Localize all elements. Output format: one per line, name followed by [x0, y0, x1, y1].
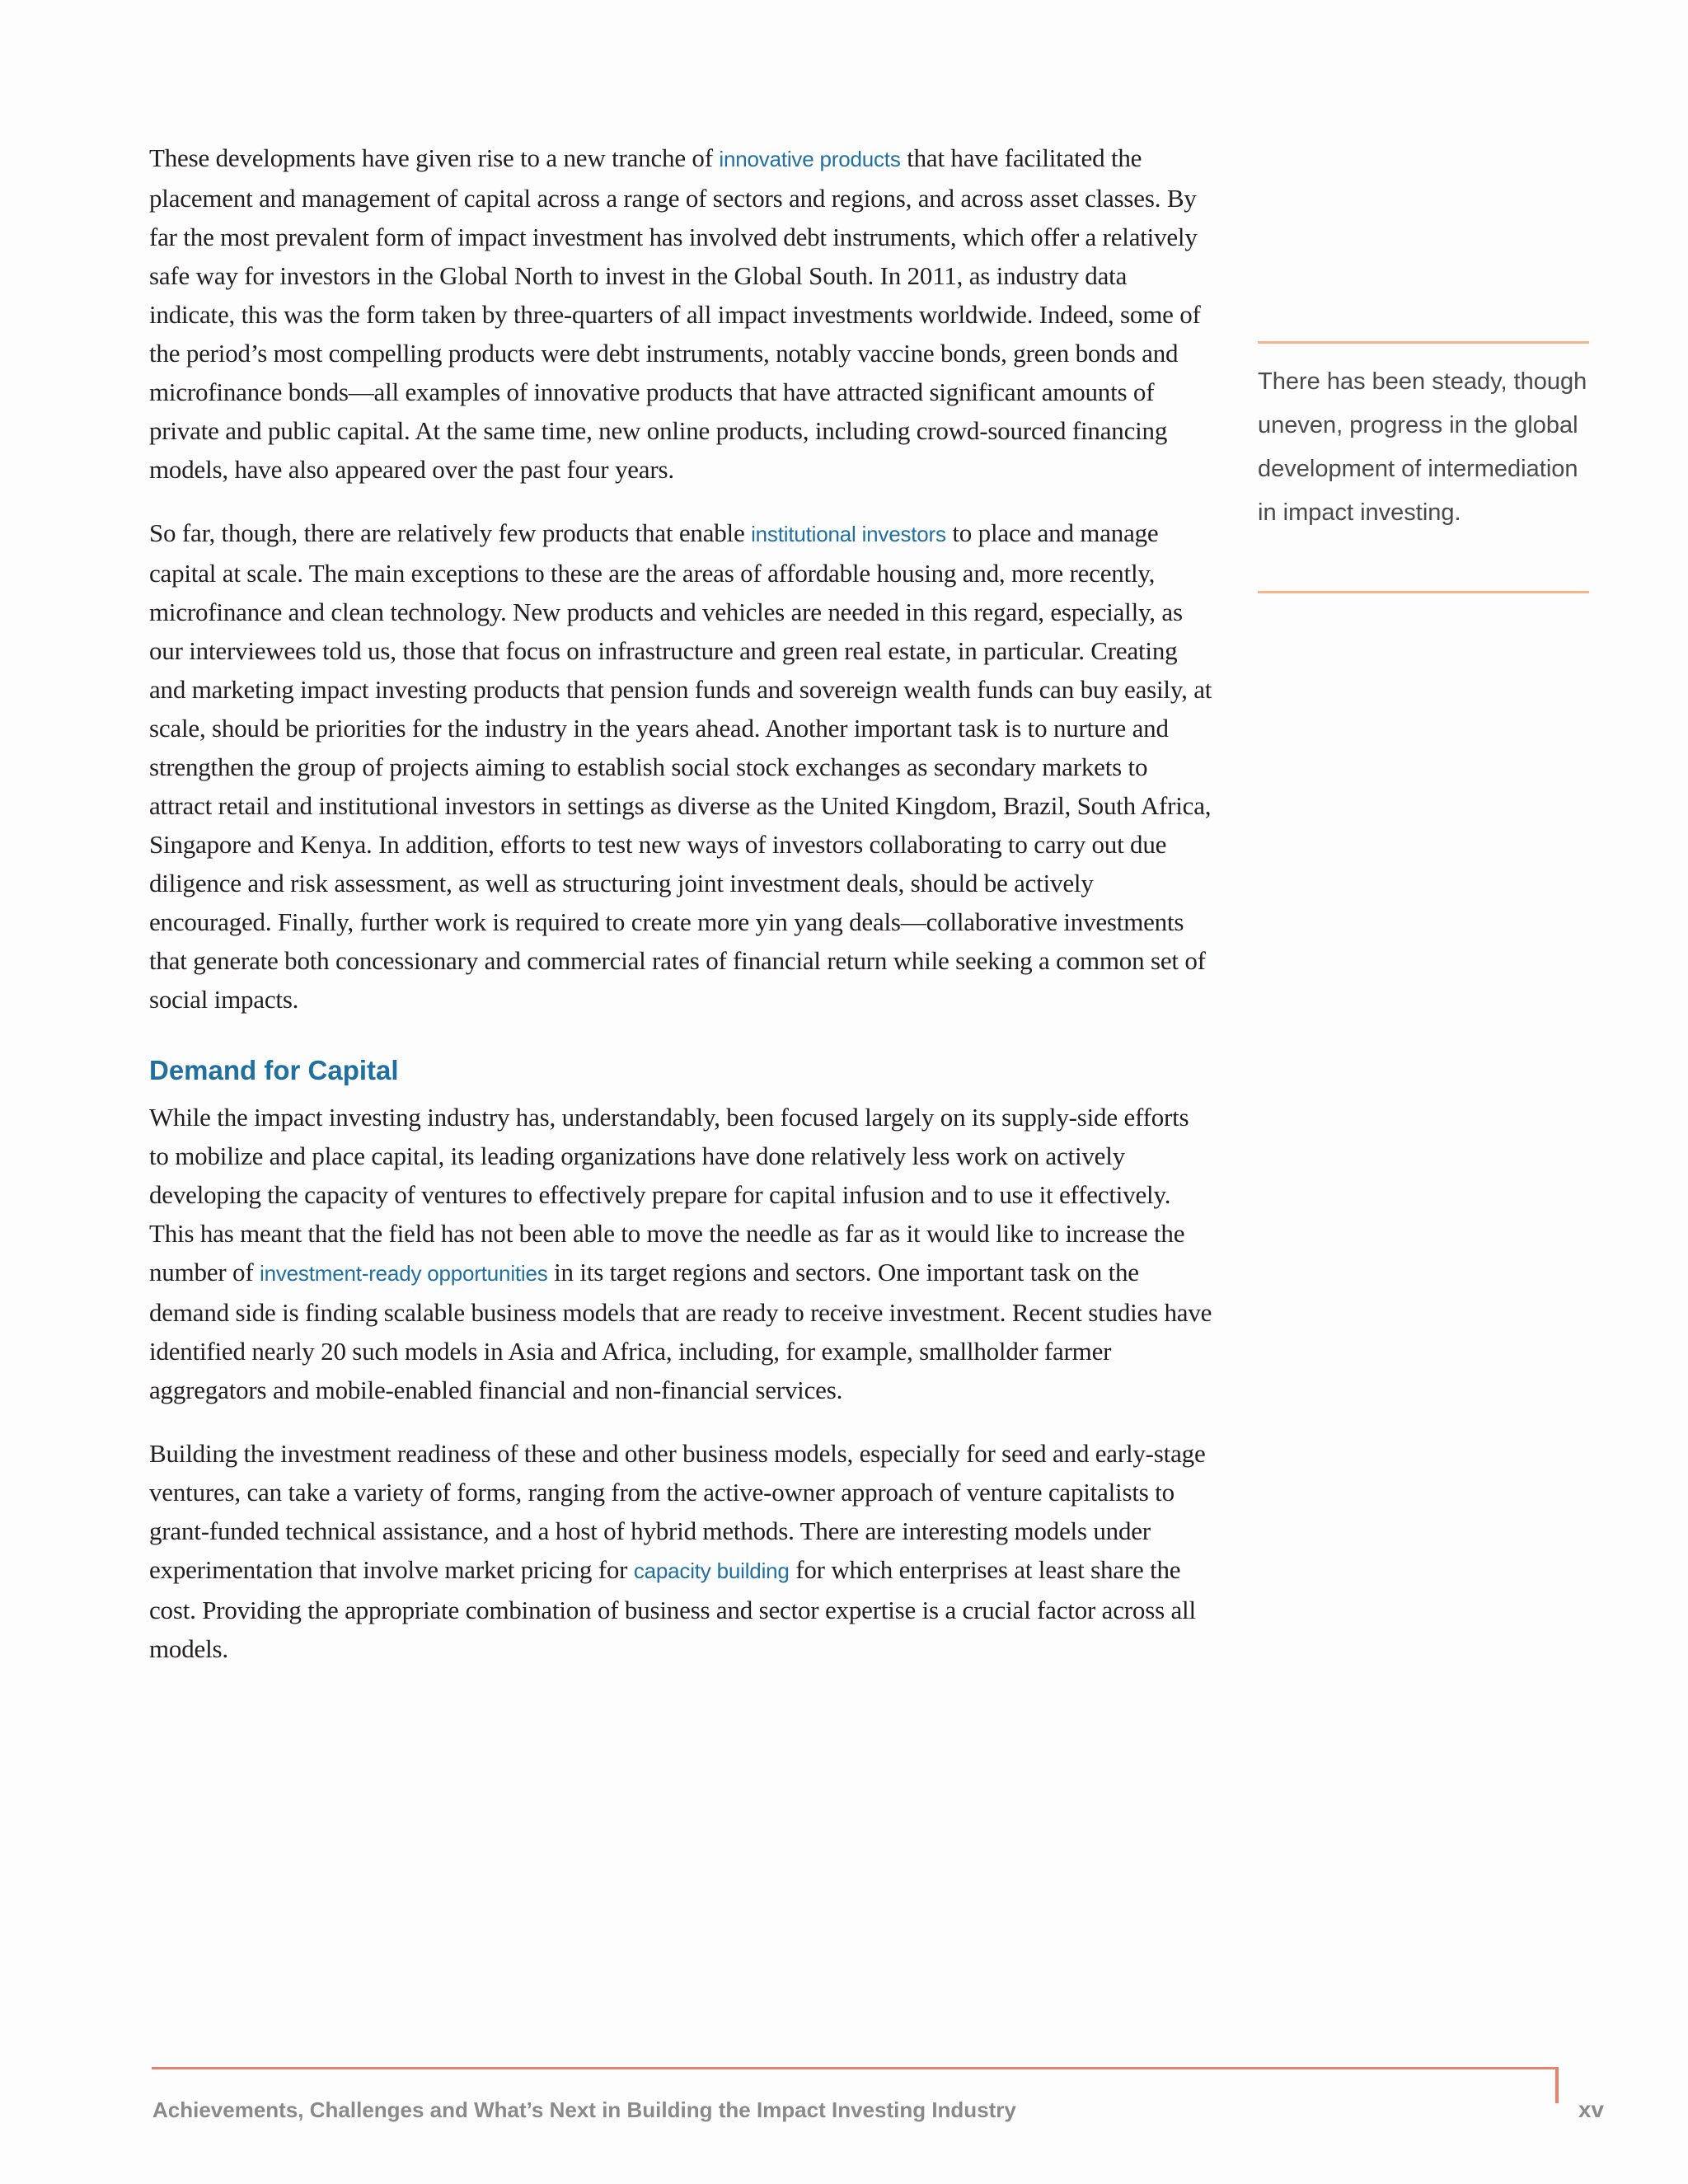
paragraph-text: Building the investment readiness of these and other business models, especially for seed and early-stage ventures, can take a variety of forms, ranging from the active-owner approach of venture capitalists to grant-funded technical assistance, and a host of hybrid methods. There are interesting models under experimentation that involve market pricing for: [149, 1439, 1206, 1584]
glossary-term-innovative-products[interactable]: innovative products: [719, 147, 901, 171]
body-paragraph-2: [149, 513, 1212, 1019]
paragraph-text: to place and manage capital at scale. The main exceptions to these are the areas of affordable housing and, more recently, microfinance and clean technology. New products and vehicles are needed in this regard, especially, as our interviewees told us, those that focus on infrastructure and green real estate, in particular. Creating and marketing impact investing products that pension funds and sovereign wealth funds can buy easily, at scale, should be priorities for the industry in the years ahead. Another important task is to nurture and strengthen the group of projects aiming to establish social stock exchanges as secondary markets to attract retail and institutional investors in settings as diverse as the United Kingdom, Brazil, South Africa, Singapore and Kenya. In addition, efforts to test new ways of investors collaborating to carry out due diligence and risk assessment, as well as structuring joint investment deals, should be actively encouraged. Finally, further work is required to create more yin yang deals—collaborative investments that generate both concessionary and commercial rates of financial return while seeking a common set of social impacts.: [149, 518, 1212, 1014]
paragraph-text: in its target regions and sectors. One important task on the demand side is finding scalable business models that are ready to receive investment. Recent studies have identified nearly 20 such models in Asia and Africa, including, for example, smallholder farmer aggregators and mobile-enabled financial and non-financial services.: [149, 1258, 1212, 1404]
paragraph-text: These developments have given rise to a new tranche of: [149, 143, 720, 172]
main-text-column: [149, 138, 1212, 1668]
pull-quote-text: There has been steady, though uneven, progress in the global development of intermediation in impact investing.: [1258, 368, 1587, 526]
paragraph-text: While the impact investing industry has, understandably, been focused largely on its supply-side efforts to mobilize and place capital, its leading organizations have done relatively less work on actively developing the capacity of ventures to effectively prepare for capital infusion and to use it effectively. This has meant that the field has not been able to move the needle as far as it would like to increase the number of: [149, 1103, 1189, 1286]
footer-running-title: Achievements, Challenges and What’s Next in Building the Impact Investing Industry: [152, 2097, 1016, 2122]
body-paragraph-1: [149, 138, 1212, 489]
section-heading: Demand for Capital: [149, 1055, 399, 1085]
footer-rule-tick: [1555, 2067, 1559, 2103]
glossary-term-institutional-investors[interactable]: institutional investors: [751, 522, 946, 546]
page-number: xv: [1578, 2097, 1604, 2122]
body-paragraph-4: [149, 1434, 1212, 1668]
body-paragraph-3: [149, 1098, 1212, 1409]
pull-quote: [1258, 341, 1589, 593]
glossary-term-investment-ready-opportunities[interactable]: investment-ready opportunities: [260, 1261, 548, 1286]
footer-rule: [152, 2067, 1558, 2069]
paragraph-text: that have facilitated the placement and management of capital across a range of sectors and regions, and across asset classes. By far the most prevalent form of impact investment has involved debt instruments, which offer a relatively safe way for investors in the Global North to invest in the Global South. In 2011, as industry data indicate, this was the form taken by three-quarters of all impact investments worldwide. Indeed, some of the period’s most compelling products were debt instruments, notably vaccine bonds, green bonds and microfinance bonds—all examples of innovative products that have attracted significant amounts of private and public capital. At the same time, new online products, including crowd-sourced financing models, have also appeared over the past four years.: [149, 143, 1201, 484]
paragraph-text: So far, though, there are relatively few products that enable: [149, 518, 752, 547]
glossary-term-capacity-building[interactable]: capacity building: [633, 1558, 790, 1583]
paragraph-text: for which enterprises at least share the cost. Providing the appropriate combination of business and sector expertise is a crucial factor across all models.: [149, 1555, 1196, 1663]
